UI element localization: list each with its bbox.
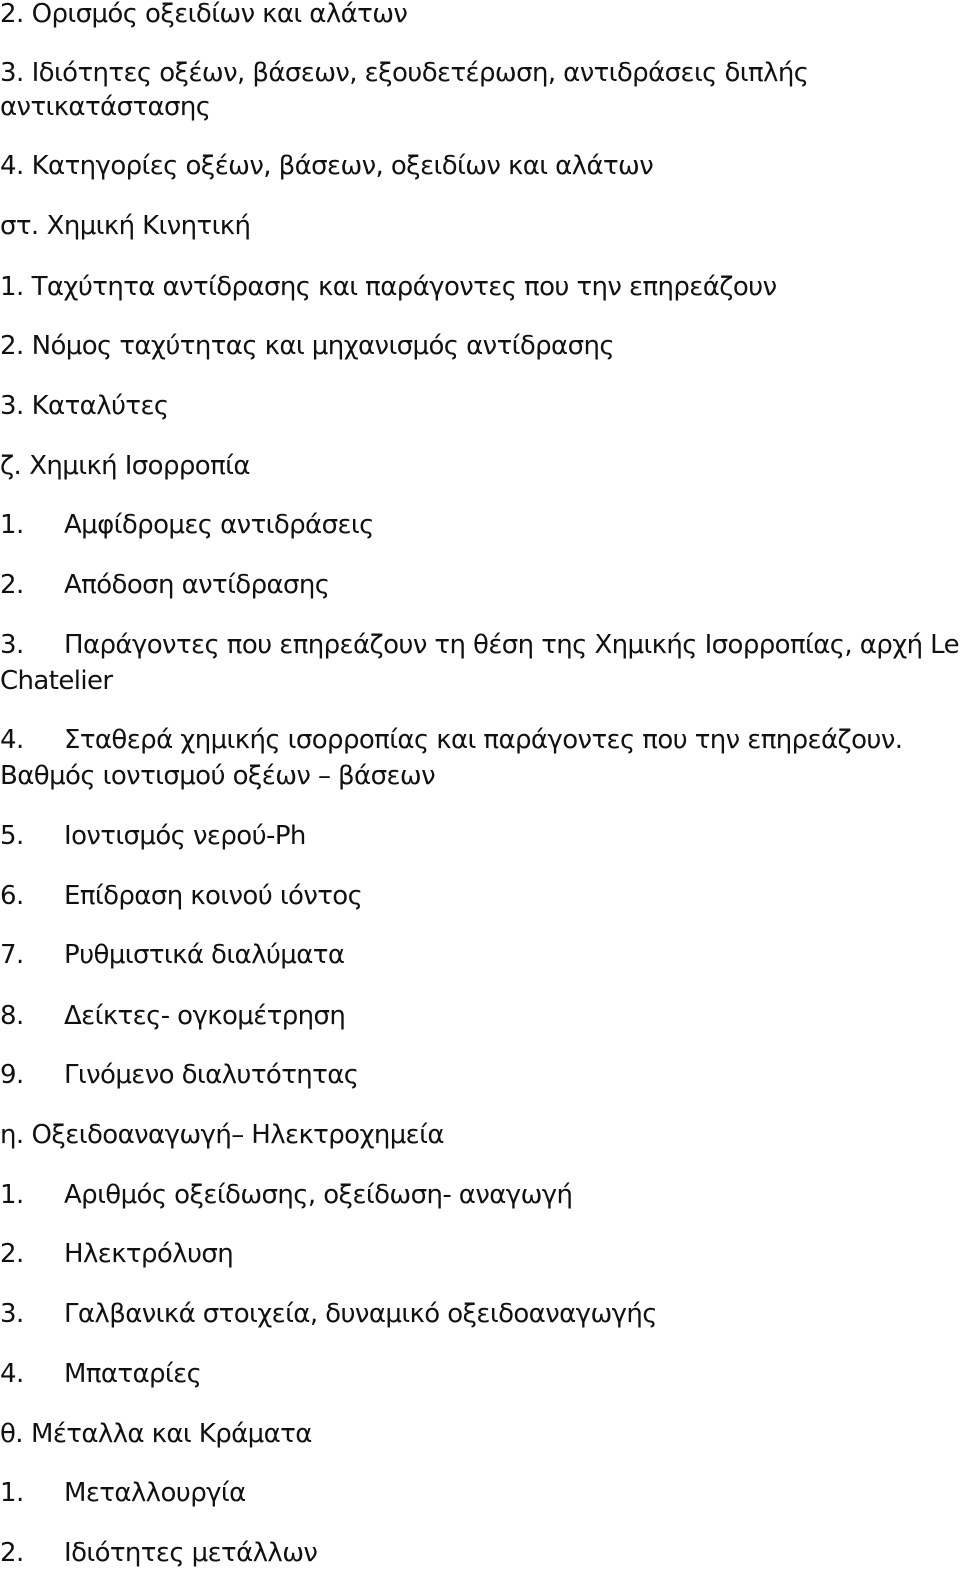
item-number: 4. [0, 725, 24, 755]
section-heading [0, 1120, 444, 1150]
list-item [0, 940, 344, 970]
item-text: Γινόμενο διαλυτότητας [64, 1060, 359, 1090]
list-item [0, 630, 959, 660]
list-item [0, 570, 329, 600]
list-item [0, 331, 614, 361]
item-number: θ. [0, 1419, 23, 1449]
list-item [0, 1478, 246, 1508]
item-text: Μπαταρίες [64, 1359, 202, 1389]
list-item-continuation [0, 92, 210, 122]
item-text: Ιδιότητες μετάλλων [64, 1538, 318, 1568]
item-text: Αμφίδρομες αντιδράσεις [64, 510, 374, 540]
list-item [0, 272, 777, 302]
list-item [0, 1239, 233, 1269]
list-item [0, 0, 407, 29]
item-text: Chatelier [0, 666, 113, 696]
item-text: Βαθμός ιοντισμού οξέων – βάσεων [0, 761, 436, 791]
item-text: Επίδραση κοινού ιόντος [64, 881, 363, 911]
list-item [0, 1299, 657, 1329]
item-number: 2. [0, 570, 24, 600]
item-number: 8. [0, 1001, 24, 1031]
section-heading [0, 1419, 312, 1449]
item-text: Ορισμός οξειδίων και αλάτων [31, 0, 408, 29]
item-number: η. [0, 1120, 24, 1150]
item-text: Καταλύτες [31, 391, 169, 421]
item-text: Ιοντισμός νερού-Ph [64, 821, 306, 851]
list-item [0, 1060, 358, 1090]
item-number: 3. [0, 58, 24, 88]
list-item-continuation [0, 761, 435, 791]
item-number: 2. [0, 1538, 24, 1568]
item-text: Οξειδοαναγωγή– Ηλεκτροχημεία [31, 1120, 444, 1150]
item-number: 1. [0, 1478, 24, 1508]
item-number: στ. [0, 211, 39, 241]
list-item [0, 881, 362, 911]
list-item [0, 1001, 345, 1031]
list-item [0, 1538, 317, 1568]
item-text: αντικατάστασης [0, 92, 211, 122]
item-text: Χημική Ισορροπία [29, 451, 250, 481]
item-text: Ιδιότητες οξέων, βάσεων, εξουδετέρωση, αντιδράσεις διπλής [31, 58, 809, 88]
item-text: Ηλεκτρόλυση [64, 1239, 234, 1269]
item-text: Νόμος ταχύτητας και μηχανισμός αντίδρασης [31, 331, 614, 361]
item-number: 3. [0, 1299, 24, 1329]
item-number: 2. [0, 1239, 24, 1269]
item-number: 9. [0, 1060, 24, 1090]
item-text: Μεταλλουργία [64, 1478, 246, 1508]
list-item [0, 821, 306, 851]
list-item [0, 510, 374, 540]
item-text: Σταθερά χημικής ισορροπίας και παράγοντες που την επηρεάζουν. [64, 725, 903, 755]
item-text: Κατηγορίες οξέων, βάσεων, οξειδίων και αλάτων [31, 151, 654, 181]
list-item-continuation [0, 666, 113, 696]
item-text: Γαλβανικά στοιχεία, δυναμικό οξειδοαναγωγής [64, 1299, 657, 1329]
item-number: 1. [0, 1180, 24, 1210]
list-item [0, 725, 902, 755]
list-item [0, 151, 653, 181]
item-number: 5. [0, 821, 24, 851]
item-text: Δείκτες- ογκομέτρηση [64, 1001, 346, 1031]
item-number: 4. [0, 151, 24, 181]
item-number: 1. [0, 510, 24, 540]
item-number: ζ. [0, 451, 22, 481]
item-number: 3. [0, 630, 24, 660]
item-text: Απόδοση αντίδρασης [64, 570, 330, 600]
item-number: 1. [0, 272, 24, 302]
list-item [0, 391, 169, 421]
item-text: Μέταλλα και Κράματα [30, 1419, 312, 1449]
item-number: 2. [0, 0, 24, 29]
item-number: 4. [0, 1359, 24, 1389]
item-number: 6. [0, 881, 24, 911]
section-heading [0, 211, 250, 241]
item-text: Αριθμός οξείδωσης, οξείδωση- αναγωγή [64, 1180, 573, 1210]
item-text: Ταχύτητα αντίδρασης και παράγοντες που την επηρεάζουν [31, 272, 777, 302]
list-item [0, 58, 808, 88]
item-text: Παράγοντες που επηρεάζουν τη θέση της Χημικής Ισορροπίας, αρχή Le [64, 630, 959, 660]
item-number: 2. [0, 331, 24, 361]
item-text: Ρυθμιστικά διαλύματα [64, 940, 345, 970]
list-item [0, 1180, 572, 1210]
item-text: Χημική Κινητική [46, 211, 251, 241]
section-heading [0, 451, 250, 481]
item-number: 7. [0, 940, 24, 970]
item-number: 3. [0, 391, 24, 421]
list-item [0, 1359, 201, 1389]
